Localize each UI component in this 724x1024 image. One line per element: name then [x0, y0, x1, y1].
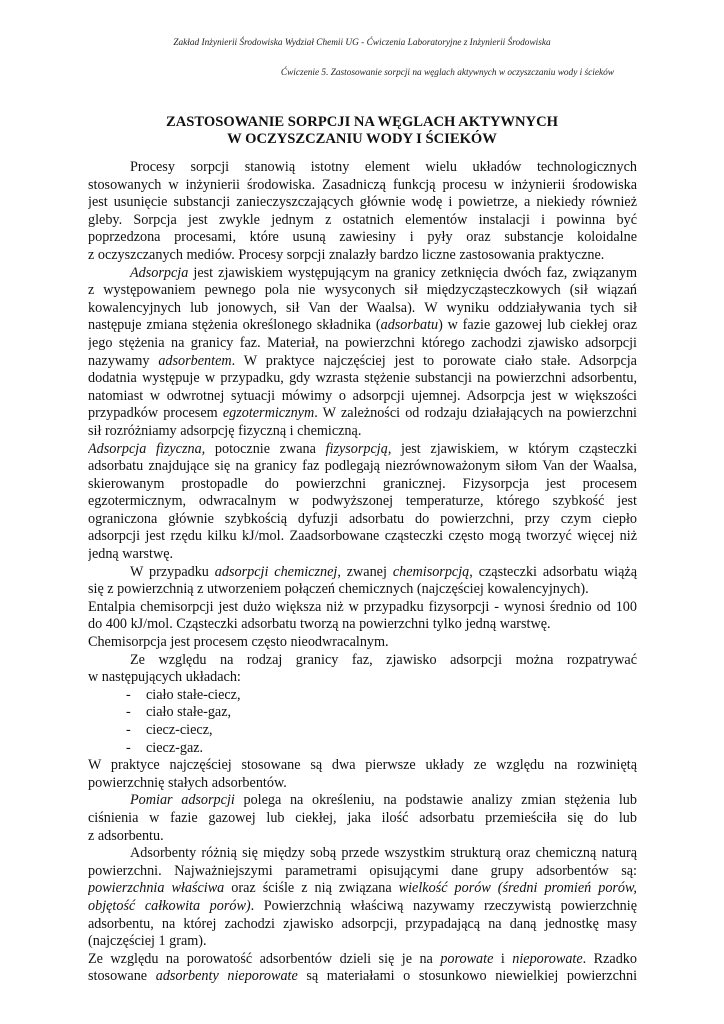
list-item: - ciecz-gaz. [126, 739, 204, 756]
list-dash: - [126, 686, 131, 703]
text-line: powierzchnię stałych adsorbentów. [88, 774, 287, 791]
text-line: W przypadku adsorpcji chemicznej, zwanej chemisorpcją, cząsteczki adsorbatu wiążą [130, 563, 637, 580]
text-line: egzotermicznym, odwracalnym w podwyższonej temperaturze, którego szybkość jest [88, 493, 637, 510]
paragraph-adsorbents [88, 845, 637, 951]
text-line: Adsorpcja fizyczna, potocznie zwana fizysorpcją, jest zjawiskiem, w którym cząsteczki [88, 440, 637, 457]
term-wielkosc-porow: wielkość porów (średni promień porów, [398, 880, 637, 897]
text-line: objętość całkowita porów). Powierzchnią właściwą nazywamy rzeczywistą powierzchnię [88, 897, 637, 914]
text-line: gleby. Sorpcja jest zwykle jednym z ostatnich elementów instalacji i powinna być [88, 211, 637, 228]
term-adsorpcja-fizyczna: Adsorpcja fizyczna, [88, 440, 206, 457]
term-porowate: porowate [440, 950, 494, 967]
text-line: kowalencyjnych lub jonowych, sił Van der Waalsa). W wyniku oddziaływania tych sił [88, 299, 637, 316]
text-line: (najczęściej 1 gram). [88, 933, 207, 950]
text-line: stosowane adsorbenty nieporowate są materiałami o stosunkowo niewielkiej powierzchni [88, 968, 637, 985]
term-adsorbenty-nieporowate: adsorbenty nieporowate [155, 968, 298, 985]
text-line: z oczyszczanych mediów. Procesy sorpcji znalazły bardzo liczne zastosowania praktyczne. [88, 246, 605, 263]
running-header-exercise: Ćwiczenie 5. Zastosowanie sorpcji na węglach aktywnych w oczyszczaniu wody i ścieków [280, 68, 614, 78]
text-line: Ze względu na porowatość adsorbentów dzieli się je na porowate i nieporowate. Rzadko [88, 950, 637, 967]
term-chemisorpcja: chemisorpcją [392, 563, 470, 580]
text-line: powierzchnia właściwa oraz ściśle z nią związana wielkość porów (średni promień porów, [88, 880, 637, 897]
text-line: Adsorbenty różnią się między sobą przede wszystkim strukturą oraz chemiczną naturą [130, 845, 637, 862]
term-pomiar-adsorpcji: Pomiar adsorpcji [130, 792, 235, 809]
text-line: przypadków procesem egzotermicznym. W zależności od rodzaju działających na powierzchni [88, 405, 637, 422]
text-line: W praktyce najczęściej stosowane są dwa pierwsze układy ze względu na rozwiniętą [88, 757, 637, 774]
text-line: dodatnia występuje w przypadku, gdy wzrasta stężenie substancji na powierzchni adsorbentu, [88, 370, 637, 387]
text-line: z występowaniem pewnego pola nie wysyconych sił międzycząsteczkowych (sił wiązań [88, 282, 637, 299]
list-dash: - [126, 722, 131, 738]
term-adsorpcja-chemiczna: adsorpcji chemicznej [214, 563, 338, 580]
paragraph-measurement [88, 792, 637, 845]
term-egzotermiczny: egzotermicznym [222, 405, 315, 422]
text-line: jego stężenia na granicy faz. Materiał, na powierzchni którego zachodzi zjawisko adsorpcji [88, 334, 637, 351]
text-line: następuje zmiana stężenia określonego składnika (adsorbatu) w fazie gazowej lub ciekłej oraz [88, 317, 637, 334]
text-line: sił rozróżniamy adsorpcję fizyczną i chemiczną. [88, 422, 362, 439]
text-line: adsorpcji jest rzędu kilku kJ/mol. Zaadsorbowane cząsteczki często mogą tworzyć więcej niż [88, 528, 637, 545]
text-line: nazywamy adsorbentem. W praktyce najczęściej jest to porowate ciało stałe. Adsorpcja [88, 352, 637, 369]
paragraph-sorption-intro [88, 159, 637, 265]
paragraph-chemisorption [88, 564, 637, 652]
term-adsorpcja: Adsorpcja [130, 264, 189, 281]
paragraph-practice [88, 757, 637, 792]
paragraph-interfaces [88, 652, 637, 687]
text-line: się z powierzchnią z utworzeniem połączeń chemicznych (najczęściej kowalencyjnych). [88, 581, 589, 598]
text-line: do 400 kJ/mol. Cząsteczki adsorbatu tworzą na powierzchni tylko jedną warstwę. [88, 616, 551, 633]
interface-list [88, 687, 637, 757]
text-line: ograniczona głównie szybkością dyfuzji adsorbatu do powierzchni, przy czym ciepło [88, 510, 637, 527]
text-line: w następujących układach: [88, 669, 241, 686]
list-dash: - [126, 704, 131, 721]
text-line: z adsorbentu. [88, 827, 164, 844]
term-adsorbent: adsorbentem [158, 352, 232, 369]
text-line: jedną warstwę. [88, 546, 174, 563]
list-item: - ciało stałe-gaz, [126, 704, 232, 721]
term-nieporowate: nieporowate [512, 950, 583, 967]
term-powierzchnia-wlasciwa: powierzchnia właściwa [88, 880, 225, 897]
running-header-institution: Zakład Inżynierii Środowiska Wydział Chemii UG - Ćwiczenia Laboratoryjne z Inżynierii Środowiska [173, 38, 551, 48]
list-item: - ciało stałe-ciecz, [126, 686, 241, 703]
text-line: Ze względu na rodzaj granicy faz, zjawisko adsorpcji można rozpatrywać [130, 651, 637, 668]
text-line: Procesy sorpcji stanowią istotny element wielu układów technologicznych [130, 159, 637, 175]
text-line: jest usunięcie substancji zanieczyszczających głównie wodę i powietrze, a niekiedy również [88, 194, 637, 211]
text-line: powierzchni. Najważniejszymi parametrami opisującymi dane grupy adsorbentów są: [88, 862, 637, 879]
term-fizysorpcja: fizysorpcją [325, 440, 388, 457]
text-line: Adsorpcja jest zjawiskiem występującym na granicy zetknięcia dwóch faz, związanym [130, 264, 637, 281]
paragraph-adsorption-definition [88, 265, 637, 441]
text-line: Entalpia chemisorpcji jest dużo większa niż w przypadku fizysorpcji - wynosi średnio od 100 [88, 598, 637, 615]
term-adsorbat: adsorbatu [380, 317, 439, 334]
text-line: natomiast w odwrotnej sytuacji mówimy o adsorpcji ujemnej. Adsorpcja jest w większości [88, 387, 637, 404]
text-line: adsorbatu znajdujące się na granicy faz podlegają niezrównoważonym siłom Van der Waalsa, [88, 458, 637, 475]
text-line: Pomiar adsorpcji polega na określeniu, na podstawie analizy zmian stężenia lub [130, 792, 637, 809]
text-line: skierowanym prostopadle do powierzchni granicznej. Fizysorpcja jest procesem [88, 475, 637, 492]
document-title [0, 114, 724, 148]
title-line-2: W OCZYSZCZANIU WODY I ŚCIEKÓW [227, 131, 497, 147]
term-objetosc-porow: objętość całkowita porów) [88, 897, 251, 914]
text-line: poprzedzona procesami, które usuną zawiesiny i pyły oraz substancje koloidalne [88, 229, 637, 246]
document-body [88, 159, 637, 986]
text-line: Chemisorpcja jest procesem często nieodwracalnym. [88, 634, 389, 651]
title-line-1: ZASTOSOWANIE SORPCJI NA WĘGLACH AKTYWNYCH [166, 114, 558, 130]
list-dash: - [126, 739, 131, 756]
text-line: ciśnienia w fazie gazowej lub ciekłej, jaka ilość adsorbatu przemieściła się do lub [88, 809, 637, 826]
paragraph-porosity [88, 951, 637, 986]
text-line: stosowanych w inżynierii środowiska. Zasadniczą funkcją procesu w inżynierii środowiska [88, 176, 637, 193]
paragraph-physisorption [88, 441, 637, 564]
text-line: adsorbentu, na której zachodzi zjawisko adsorpcji, przypadającą na daną jednostkę masy [88, 915, 637, 932]
list-item: - ciecz-ciecz, [126, 722, 213, 738]
